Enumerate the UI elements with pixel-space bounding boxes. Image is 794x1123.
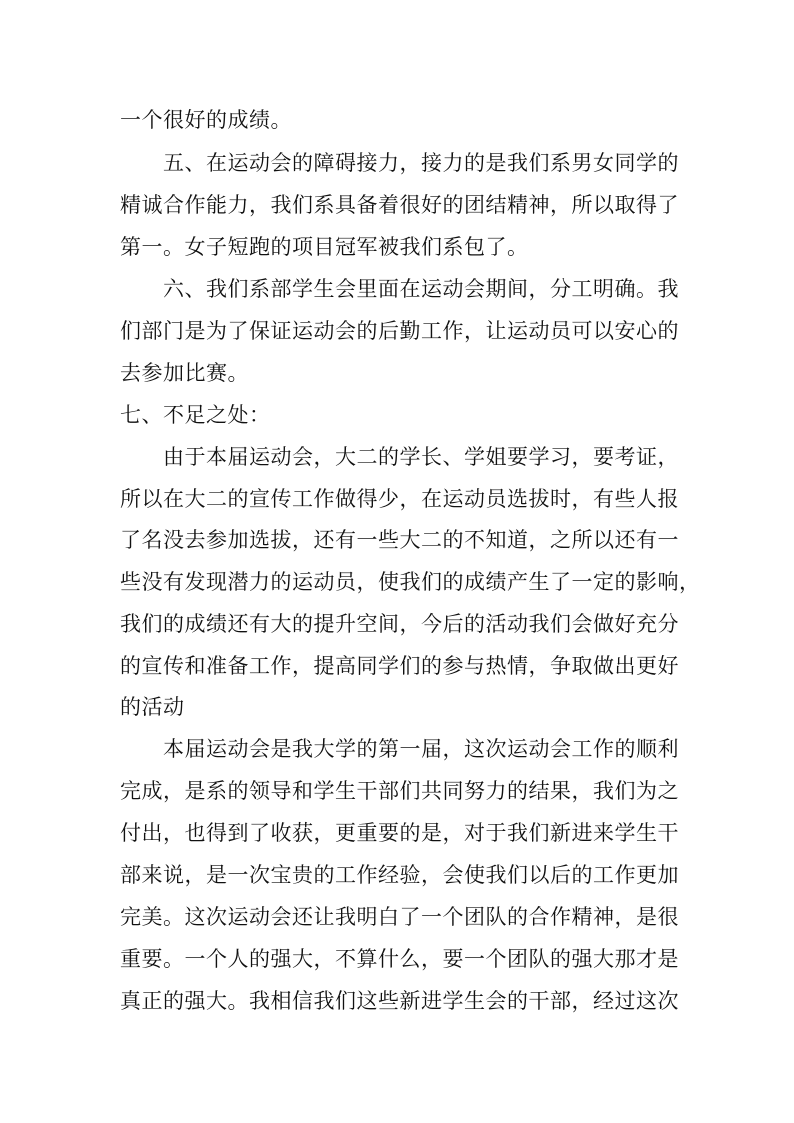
text-line: 了名没去参加选拔，还有一些大二的不知道，之所以还有一 <box>120 528 679 552</box>
text-line: 我们的成绩还有大的提升空间，今后的活动我们会做好充分 <box>120 612 679 636</box>
text-line: 们部门是为了保证运动会的后勤工作，让运动员可以安心的 <box>120 319 679 343</box>
text-line: 完成，是系的领导和学生干部们共同努力的结果，我们为之 <box>120 779 679 803</box>
text-line: 所以在大二的宣传工作做得少，在运动员选拔时，有些人报 <box>120 487 679 511</box>
text-line: 部来说，是一次宝贵的工作经验，会使我们以后的工作更加 <box>120 863 679 887</box>
text-line: 五、在运动会的障碍接力，接力的是我们系男女同学的 <box>163 151 679 175</box>
text-line: 些没有发现潜力的运动员，使我们的成绩产生了一定的影响， <box>120 570 701 594</box>
text-line: 的活动 <box>120 695 185 719</box>
text-line: 六、我们系部学生会里面在运动会期间，分工明确。我 <box>163 277 679 301</box>
text-line: 去参加比赛。 <box>120 361 249 385</box>
text-line: 重要。一个人的强大，不算什么，要一个团队的强大那才是 <box>120 947 679 971</box>
text-line: 一个很好的成绩。 <box>120 108 292 132</box>
text-line: 第一。女子短跑的项目冠军被我们系包了。 <box>120 235 529 259</box>
text-line: 本届运动会是我大学的第一届，这次运动会工作的顺利 <box>163 737 679 761</box>
text-line: 的宣传和准备工作，提高同学们的参与热情，争取做出更好 <box>120 654 679 678</box>
section-heading: 七、不足之处： <box>120 403 271 427</box>
text-line: 付出，也得到了收获，更重要的是，对于我们新进来学生干 <box>120 821 679 845</box>
text-line: 完美。这次运动会还让我明白了一个团队的合作精神，是很 <box>120 905 679 929</box>
text-line: 精诚合作能力，我们系具备着很好的团结精神，所以取得了 <box>120 193 679 217</box>
text-line: 由于本届运动会，大二的学长、学姐要学习，要考证， <box>163 445 679 469</box>
text-line: 真正的强大。我相信我们这些新进学生会的干部，经过这次 <box>120 989 679 1013</box>
